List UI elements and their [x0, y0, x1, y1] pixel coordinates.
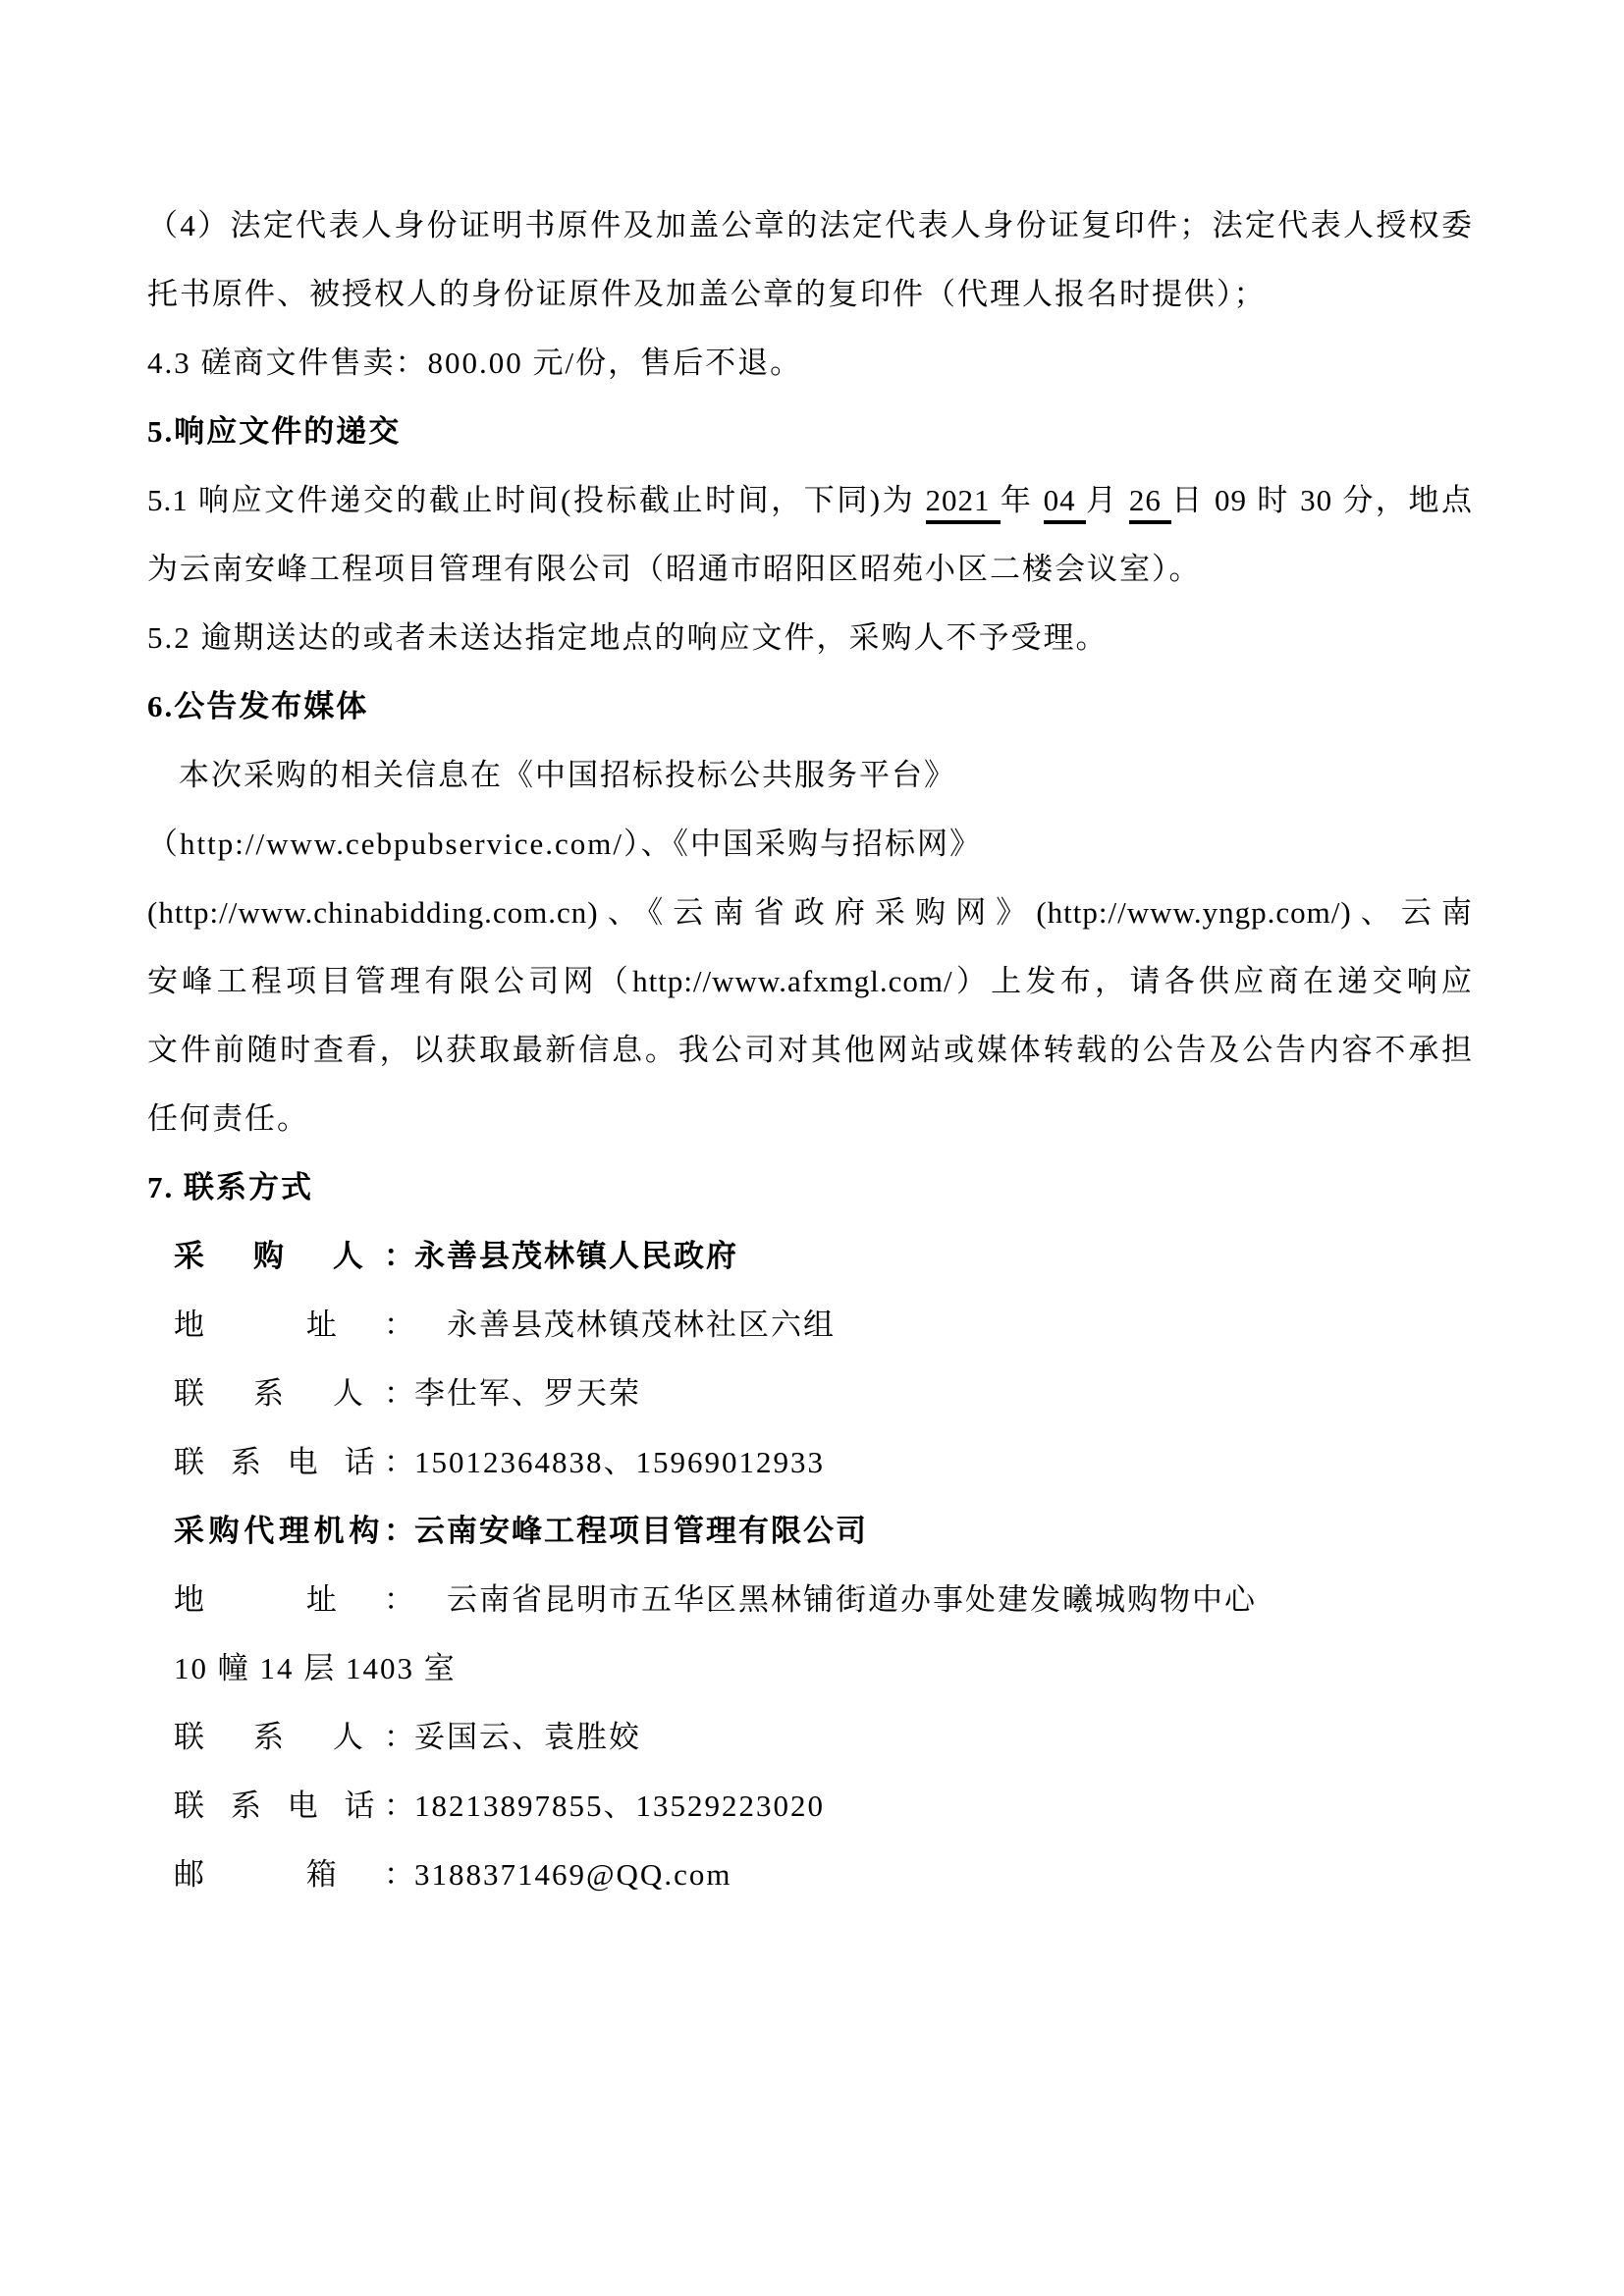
clause-5-1-line-2: 为云南安峰工程项目管理有限公司（昭通市昭阳区昭苑小区二楼会议室）。 [147, 552, 1202, 586]
agency-contact-value: 妥国云、袁胜姣 [414, 1720, 641, 1754]
agency-address-row [147, 1566, 1473, 1634]
purchaser-value: 永善县茂林镇人民政府 [414, 1239, 738, 1273]
agency-phone-row [147, 1772, 1473, 1841]
section-6-heading: 6.公告发布媒体 [147, 689, 369, 723]
section-5-heading: 5.响应文件的递交 [147, 414, 402, 449]
agency-address-value: 云南省昆明市五华区黑林铺街道办事处建发曦城购物中心 [414, 1582, 1257, 1617]
agency-label: 采购代理机构： [174, 1514, 414, 1548]
email-row [147, 1841, 1473, 1909]
agency-contact-row [147, 1703, 1473, 1772]
media-paragraph-line: (http://www.chinabidding.com.cn)、《云南省政府采购网》(http://www.yngp.com/)、云南 [147, 895, 1473, 930]
media-paragraph-line: 本次采购的相关信息在《中国招标投标公共服务平台》 [179, 758, 956, 792]
media-paragraph-line: （http://www.cebpubservice.com/）、《中国采购与招标网》 [147, 827, 982, 861]
media-paragraph-line: 任何责任。 [147, 1101, 309, 1136]
contact-person-label: 联 系 人： [174, 1720, 414, 1754]
deadline-suffix: 日 09 时 30 分，地点 [1171, 483, 1474, 517]
contact-person-label: 联 系 人： [174, 1376, 414, 1411]
deadline-day: 26 [1129, 483, 1171, 524]
deadline-year: 2021 [926, 483, 1001, 524]
deadline-month-unit: 月 [1085, 483, 1129, 517]
agency-row [147, 1497, 1473, 1566]
clause-4-line-1: （4）法定代表人身份证明书原件及加盖公章的法定代表人身份证复印件；法定代表人授权委 [147, 208, 1473, 242]
clause-5-2: 5.2 逾期送达的或者未送达指定地点的响应文件，采购人不予受理。 [147, 620, 1109, 655]
purchaser-contact-row [147, 1360, 1473, 1428]
email-value: 3188371469@QQ.com [414, 1857, 732, 1892]
clause-4-line-2: 托书原件、被授权人的身份证原件及加盖公章的复印件（代理人报名时提供）； [147, 277, 1267, 311]
section-7-heading: 7. 联系方式 [147, 1170, 313, 1204]
deadline-year-unit: 年 [1000, 483, 1044, 517]
purchaser-address-value: 永善县茂林镇茂林社区六组 [414, 1308, 836, 1342]
clause-5-1-line-1 [147, 466, 1473, 535]
address-label: 地 址： [174, 1582, 414, 1617]
purchaser-contact-value: 李仕军、罗天荣 [414, 1376, 641, 1411]
agency-address-continuation: 10 幢 14 层 1403 室 [174, 1651, 457, 1685]
phone-label: 联 系 电 话： [174, 1789, 414, 1823]
deadline-month: 04 [1044, 483, 1086, 524]
document-content [147, 191, 1473, 1909]
purchaser-row [147, 1222, 1473, 1291]
phone-label: 联 系 电 话： [174, 1445, 414, 1479]
clause-4-3: 4.3 磋商文件售卖：800.00 元/份，售后不退。 [147, 346, 803, 380]
purchaser-label: 采 购 人： [174, 1239, 414, 1273]
purchaser-phone-value: 15012364838、15969012933 [414, 1445, 825, 1479]
purchaser-address-row [147, 1291, 1473, 1360]
agency-phone-value: 18213897855、13529223020 [414, 1789, 825, 1823]
deadline-prefix: 5.1 响应文件递交的截止时间(投标截止时间，下同)为 [147, 483, 926, 517]
media-paragraph-line: 文件前随时查看，以获取最新信息。我公司对其他网站或媒体转载的公告及公告内容不承担 [147, 1033, 1473, 1067]
agency-value: 云南安峰工程项目管理有限公司 [414, 1514, 868, 1548]
address-label: 地 址： [174, 1308, 414, 1342]
purchaser-phone-row [147, 1428, 1473, 1497]
media-paragraph-line: 安峰工程项目管理有限公司网（http://www.afxmgl.com/）上发布，请各供应商在递交响应 [147, 964, 1473, 998]
email-label: 邮 箱： [174, 1857, 414, 1892]
